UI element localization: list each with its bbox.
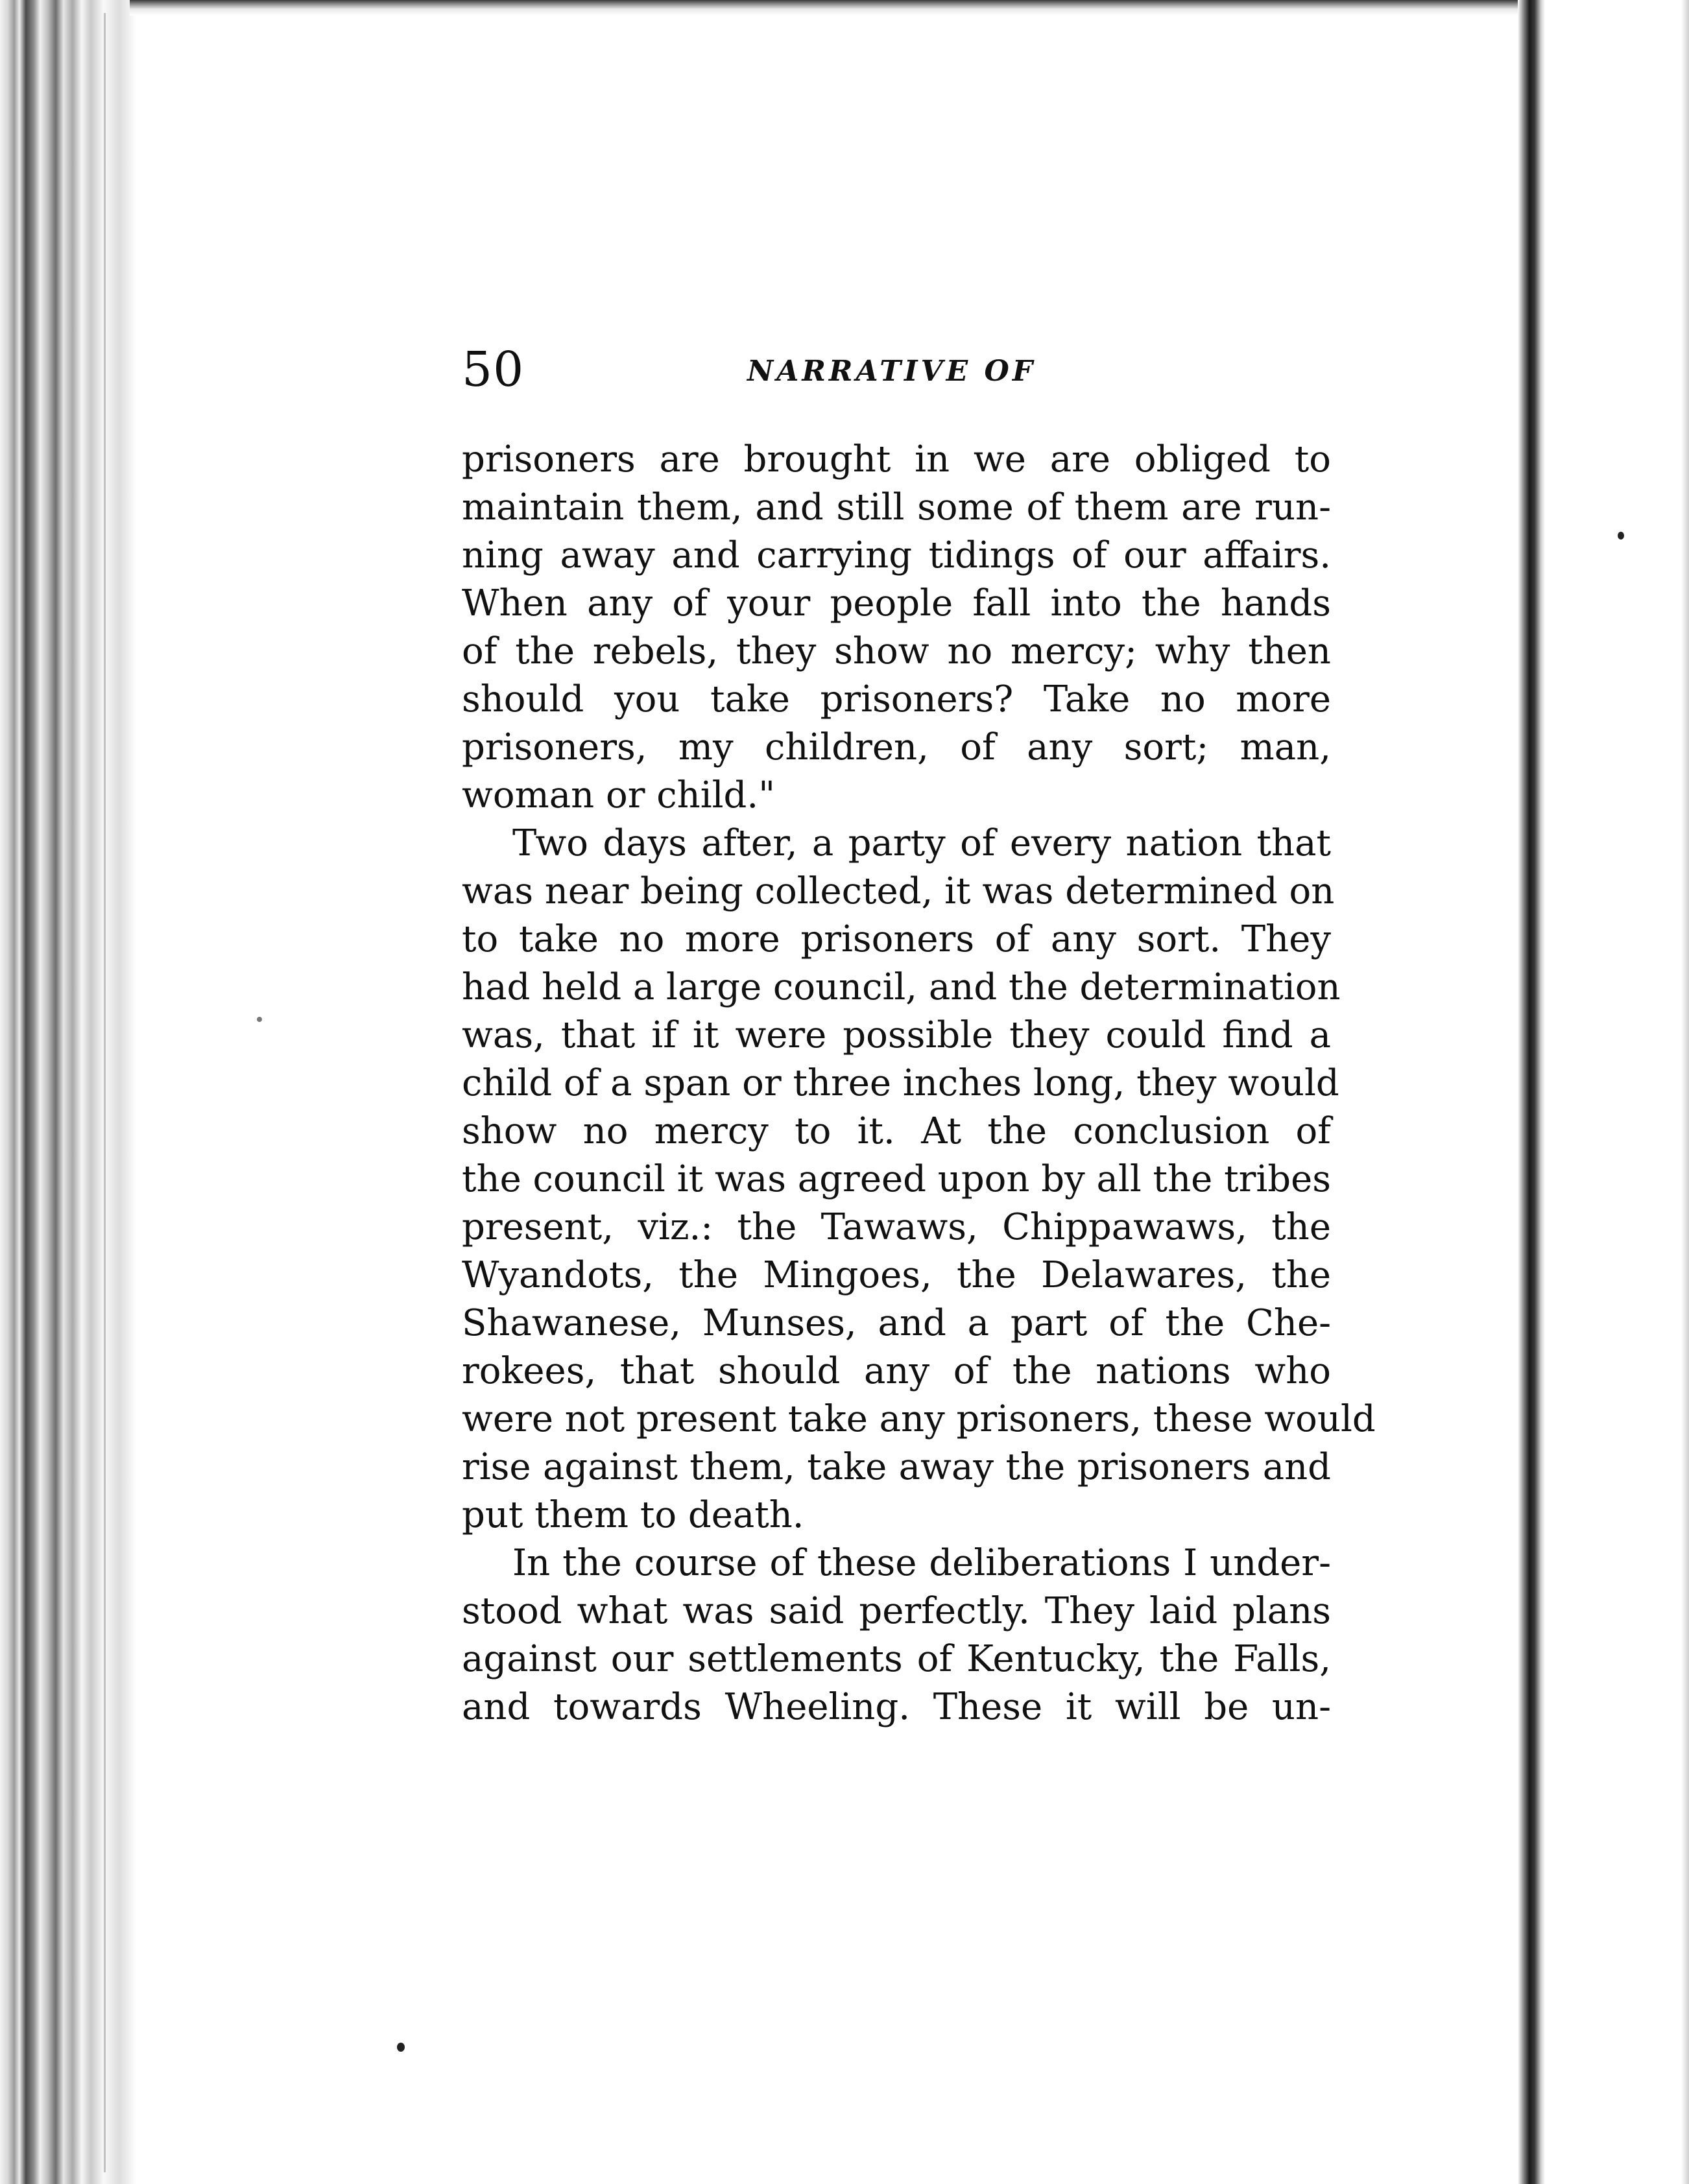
- text-line: were not present take any prisoners, these would: [462, 1398, 1376, 1440]
- text-line: against our settlements of Kentucky, the Falls,: [462, 1638, 1331, 1680]
- ink-speck: [397, 2043, 405, 2052]
- running-head: [462, 344, 1331, 396]
- text-line: child of a span or three inches long, they would: [462, 1062, 1339, 1104]
- text-line: stood what was said perfectly. They laid plans: [462, 1590, 1331, 1632]
- page-top-edge: [130, 0, 1524, 16]
- running-title: NARRATIVE OF: [747, 355, 1036, 388]
- text-line: should you take prisoners? Take no more: [462, 678, 1331, 720]
- text-line: present, viz.: the Tawaws, Chippawaws, the: [462, 1206, 1331, 1248]
- text-line: woman or child.": [462, 774, 775, 816]
- page-number: 50: [462, 342, 525, 398]
- ink-speck: [257, 1017, 262, 1022]
- facing-page: [1545, 0, 1689, 2184]
- text-line: was, that if it were possible they could find a: [462, 1014, 1331, 1056]
- text-line: of the rebels, they show no mercy; why then: [462, 630, 1331, 672]
- text-line: was near being collected, it was determined on: [462, 870, 1335, 912]
- text-line: Shawanese, Munses, and a part of the Che-: [462, 1302, 1331, 1344]
- text-line: When any of your people fall into the hands: [462, 582, 1331, 624]
- text-line: to take no more prisoners of any sort. They: [462, 918, 1331, 960]
- page-stack-edges: [0, 0, 162, 2184]
- text-line: prisoners, my children, of any sort; man,: [462, 726, 1331, 768]
- text-line: put them to death.: [462, 1494, 804, 1536]
- body-text: [462, 436, 1376, 1731]
- text-line: Wyandots, the Mingoes, the Delawares, the: [462, 1254, 1331, 1296]
- text-line: rokees, that should any of the nations who: [462, 1350, 1331, 1392]
- text-line: the council it was agreed upon by all the tribes: [462, 1158, 1331, 1200]
- text-line: show no mercy to it. At the conclusion of: [462, 1110, 1331, 1152]
- text-line: ning away and carrying tidings of our affairs.: [462, 534, 1331, 576]
- text-line: maintain them, and still some of them are run-: [462, 486, 1331, 528]
- ink-speck: [1618, 532, 1624, 540]
- text-line: and towards Wheeling. These it will be un-: [462, 1686, 1331, 1728]
- book-binding: [1518, 0, 1545, 2184]
- facing-page-edge: [1681, 0, 1689, 2184]
- text-line: rise against them, take away the prisoners and: [462, 1446, 1331, 1488]
- text-line: prisoners are brought in we are obliged to: [462, 438, 1331, 481]
- text-line: In the course of these deliberations I under-: [512, 1542, 1331, 1584]
- text-line: had held a large council, and the determination: [462, 966, 1341, 1008]
- text-line: Two days after, a party of every nation that: [512, 822, 1331, 864]
